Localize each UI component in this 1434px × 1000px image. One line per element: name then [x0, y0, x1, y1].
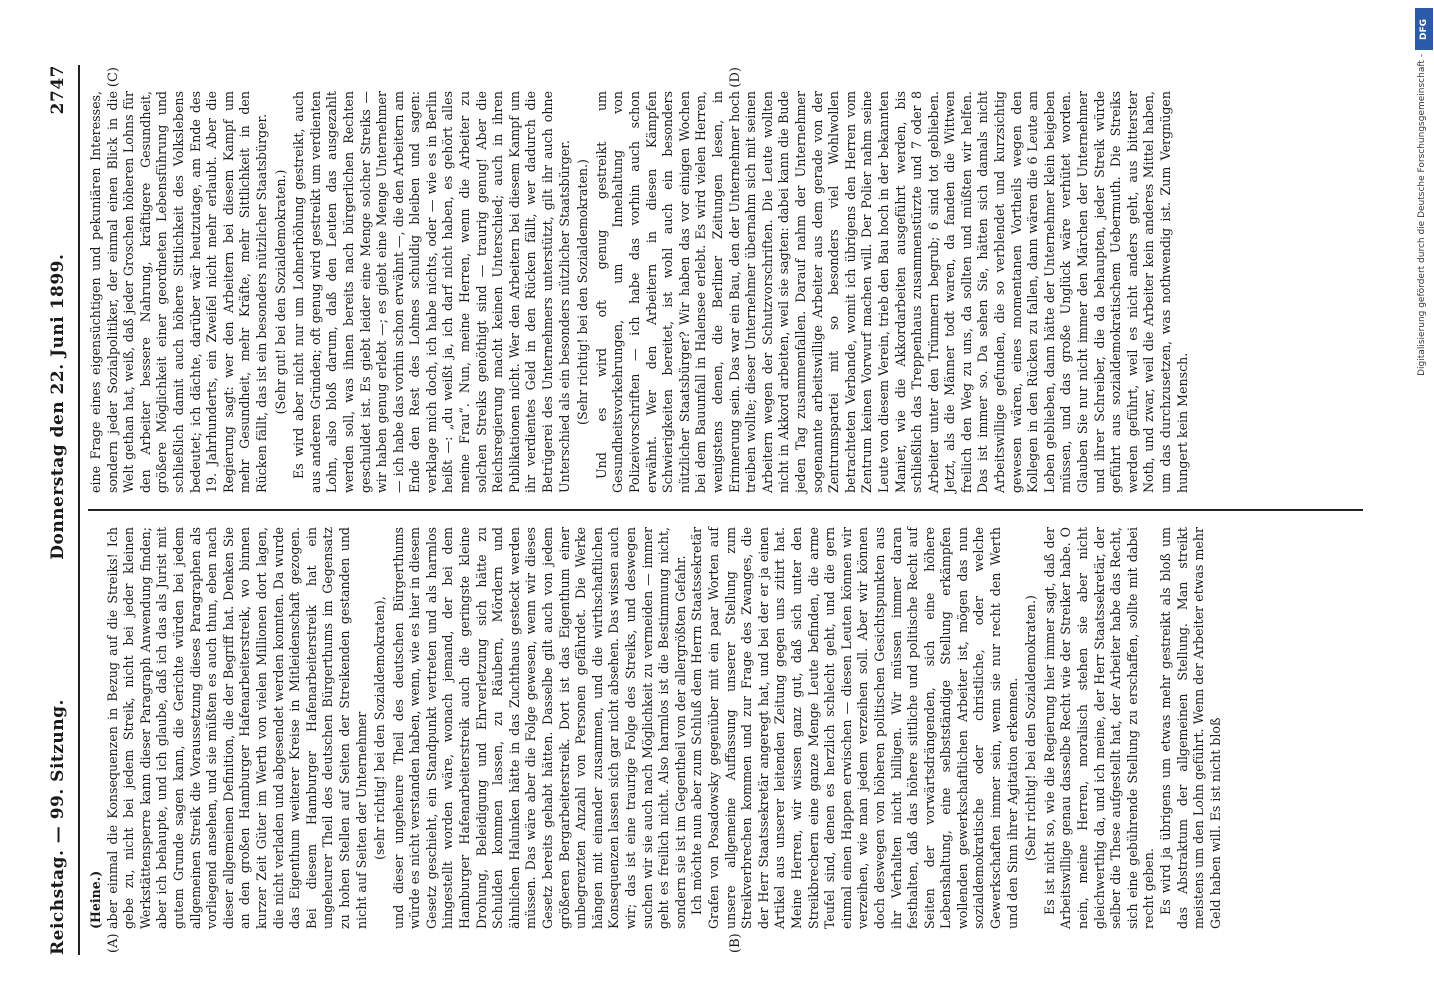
margin-marker-b: (B) — [728, 933, 743, 953]
margin-marker-c: (C) — [106, 67, 121, 88]
paragraph: eine Frage eines eigensüchtigen und pekuniären Interesses, sondern jeder Sozialpolitiker, der einmal einen Blick in die Welt gethan hat, weiß, daß jeder Groschen höheren Lohns für den Arbeiter bessere Nahrung, kräftigere Gesundheit, größere Möglichkeit einer geordneten Lebensführung und schließlich damit auch höhere Sittlichkeit des Volkslebens bedeutet; ich dächte, darüber wär heutzutage, am Ende des 19. Jahrhunderts, ein Zweifel nicht mehr erlaubt. Aber die Regierung sagt: wer den Arbeitern bei diesem Kampf um mehr Gesundheit, mehr Kräfte, mehr Sittlichkeit in den Rücken fällt, das ist ein besonders nützlicher Staatsbürger. — [88, 91, 269, 493]
left-column — [88, 511, 1363, 955]
header-left: Reichstag. — 99. Sitzung. — [48, 699, 68, 955]
header-date: Donnerstag den 22. Juni 1899. — [48, 253, 68, 560]
newspaper-page — [40, 45, 1370, 975]
page-header — [48, 65, 80, 955]
interjection: (Sehr gut! bei den Sozialdemokraten.) — [272, 169, 288, 415]
paragraph: aber einmal die Konsequenzen in Bezug auf die Streiks! Ich gebe zu, nicht bei jedem Streik, nicht bei jeder kleinen Werkstättensperre kann dieser Paragraph Anwendung finden; aber ich behaupte, und ich glaube, daß ich das als Jurist mit gutem Grunde sagen kann, die Gerichte würden bei jedem allgemeinen Streik die Voraussetzung dieses Paragraphen als vorliegend ansehen, und sie müßten es auch thun, eben nach dieser allgemeinen Definition, die der Begriff hat. Denken Sie an den großen Hamburger Hafenarbeiterstreik, wo binnen kurzer Zeit Güter im Werth von vielen Millionen dort lagen, die nicht verladen und abgesendet werden konnten. Da wurde das Eigenthum weiterer Kreise in Mitleidenschaft gezogen. Bei diesem Hamburger Hafenarbeiterstreik hat ein ungeheurer Theil des deutschen Bürgerthums im Gegensatz zu hohen Stellen auf Seiten der Streikenden gestanden und nicht auf Seiten der Unternehmer — [104, 527, 369, 929]
page-number: 2747 — [48, 65, 68, 115]
paragraph: Ich möchte nun aber zum Schluß dem Herrn Staatssekretär Grafen von Posadowsky gegenüber mit ein paar Worten auf unsere allgemeine Auffassung unserer Stellung zum Streikverbrechen kommen und zur Frage des Zwanges, die der Herr Staatssekretär angeregt hat, und bei der er ja einen Artikel aus unserer leitenden Zeitung gegen uns zitirt hat. Meine Herren, wir wissen ganz gut, daß sich unter den Streikbrechern eine ganze Menge Leute befinden, die arme Teufel sind, denen es herzlich schlecht geht, und die gern einmal einen Happen erwischen — diesen Leuten können wir verzeihen, wie man jedem verzeihen soll. Aber wir können doch deswegen von höheren politischen Gesichtspunkten aus ihr Verhalten nicht billigen. Wir müssen immer daran festhalten, daß das höhere sittliche und politische Recht auf Seiten der vorwärtsdrängenden, sich eine höhere Lebenshaltung, eine selbstständige Stellung erkämpfen wollenden gewerkschaftlichen Arbeiter ist, mögen das nun sozialdemokratische oder christliche, oder welche Gewerkschaften immer sein, wenn sie nur recht den Werth und den Sinn ihrer Agitation erkennen. — [689, 527, 1020, 929]
speaker-name: (Heine.) — [88, 870, 103, 929]
paragraph: und dieser ungeheure Theil des deutschen Bürgerthums würde es nicht verstanden haben, wenn, wie es hier in diesem Gesetz geschieht, ein Standpunkt vertreten und als harmlos hingestellt worden wäre, wonach jemand, der bei dem Hamburger Hafenarbeiterstreik auch die geringste kleine Drohung, Beleidigung und Ehrverletzung sich hätte zu Schulden kommen lassen, zu Räubern, Mördern und ähnlichen Halunken hätte in das Zuchthaus gesteckt werden müssen. Das wäre aber die Folge gewesen, wenn wir dieses Gesetz bereits gehabt hätten. Dasselbe gilt auch von jedem größeren Bergarbeiterstreik. Dort ist das Eigenthum einer unbegrenzten Anzahl von Personen gefährdet. Die Werke hängen mit einander zusammen, und die wirthschaftlichen Konsequenzen lassen sich gar nicht absehen. Das wissen auch wir; das ist eine traurige Folge des Streiks, und deswegen suchen wir sie auch nach Möglichkeit zu vermeiden — immer geht es freilich nicht. Also harmlos ist die Bestimmung nicht, sondern sie ist im Gegentheil von der allergrößten Gefahr. — [390, 527, 688, 929]
margin-marker-a: (A) — [106, 933, 121, 953]
page-body — [88, 65, 1363, 955]
paragraph: Es ist nicht so, wie die Regierung hier immer sagt, daß der Arbeitswillige genau dasselbe Recht wie der Streiker habe. O nein, meine Herren, moralisch stehen sie aber nicht gleichwerthig da, und ich meine, der Herr Staatssekretär, der selber die These aufgestellt hat, der Arbeiter habe das Recht, sich eine gebührende Stellung zu erschaffen, sollte mit dabei recht geben. — [1041, 527, 1157, 929]
paragraph: Und es wird oft genug gestreikt um Gesundheitsvorkehrungen, um Innehaltung von Polizeivorschriften — ich habe das vorhin auch schon erwähnt. Wer den Arbeitern in diesen Kämpfen Schwierigkeiten bereitet, ist wohl auch ein besonders nützlicher Staatsbürger? Wir haben das vor einigen Wochen bei dem Bauunfall in Halensee erlebt. Es wird vielen Herren, wenigstens denen, die Berliner Zeitungen lesen, in Erinnerung sein. Das war ein Bau, den der Unternehmer hoch treiben wollte; dieser Unternehmer übernahm sich mit seinen Arbeitern wegen der Schutzvorschriften. Die Leute wollten nicht in Akkord arbeiten, weil sie sagten: dabei kann die Bude jeden Tag zusammenfallen. Darauf nahm der Unternehmer sogenannte arbeitswillige Arbeiter aus dem gerade von der Zentrumspartei mit so besonders viel Wohlwollen betrachteten Verbande, womit ich übrigens den Herren vom Zentrum keinen Vorwurf machen will. Der Polier nahm seine Leute von diesem Verein, trieb den Bau hoch in der bekannten Manier, wie die Akkordarbeiten ausgeführt werden, bis schließlich das Treppenhaus zusammenstürzte und 7 oder 8 Arbeiter unter den Trümmern begrub; 6 sind tot geblieben. Jetzt, als die Männer todt waren, da fanden die Wittwen freilich den Weg zu uns, da sollten und müßten wir helfen. Das ist immer so. Da sehen Sie, hätten sich damals nicht Arbeitswillige gefunden, die so verblendet und kurzsichtig gewesen wären, eines momentanen Vortheils wegen den Kollegen in den Rücken zu fallen, dann wären die 6 Leute am Leben geblieben, dann hätte der Unternehmer klein beigeben müssen, und das große Unglück wäre verhütet worden. Glauben Sie nur nicht immer den Märchen der Unternehmer und ihrer Schreiber, die da behaupten, jeder Streik würde geführt aus sozialdemokratischem Uebermuth. Die Streiks werden geführt, weil es nicht anders geht, aus bitterster Noth, und zwar, weil die Arbeiter kein anderes Mittel haben, um das durchzusetzen, was nothwendig ist. Zum Vergnügen hungert kein Mensch. — [593, 91, 1190, 493]
margin-marker-d: (D) — [728, 67, 743, 88]
paragraph: Es wird ja übrigens um etwas mehr gestreikt als bloß um das Abstraktum der allgemeinen Stellung. Man streikt meistens um den Lohn geführt. Wenn der Arbeiter etwas mehr Geld haben will. Es ist nicht bloß — [1158, 527, 1223, 929]
interjection: (Sehr richtig! bei den Sozialdemokraten.) — [1023, 595, 1039, 861]
right-column — [88, 65, 1363, 509]
digitization-stamp — [1414, 0, 1434, 1000]
interjection: (Sehr richtig! bei den Sozialdemokraten.) — [575, 159, 591, 425]
digitization-credit: Digitalisierung gefördert durch die Deutsche Forschungsgemeinschaft - — [1417, 54, 1427, 376]
interjection: (sehr richtig! bei den Sozialdemokraten), — [372, 596, 388, 860]
paragraph: Es wird aber nicht nur um Lohnerhöhung gestreikt, auch aus anderen Gründen; oft genug wird gestreikt um verdienten Lohn, also bloß darum, daß den Leuten das ausgezahlt werden soll, was ihnen bereits nach bürgerlichen Rechten geschuldet ist. Es giebt leider eine Menge solcher Streiks — wir haben genug erlebt —; es giebt eine Menge Unternehmer — ich habe das vorhin schon erwähnt —, die den Arbeitern am Ende den Rest des Lohnes schuldig bleiben und sagen: verklage mich doch, ich habe nichts, oder — wie es in Berlin heißt —: „du weißt ja, ich darf nicht haben, es gehört alles meine Frau“. Nun, meine Herren, wenn die Arbeiter zu solchen Streiks genöthigt sind — traurig genug! Aber die Reichsregierung macht keinen Unterschied; auch in ihren Publikationen nicht. Wer den Arbeitern bei diesem Kampf um ihr verdientes Geld in den Rücken fällt, wer dadurch die Betrügerei des Unternehmers unterstützt, gilt ihr auch ohne Unterschied als ein besonders nützlicher Staatsbürger. — [291, 91, 572, 493]
dfg-logo-icon: DFG — [1415, 8, 1433, 50]
